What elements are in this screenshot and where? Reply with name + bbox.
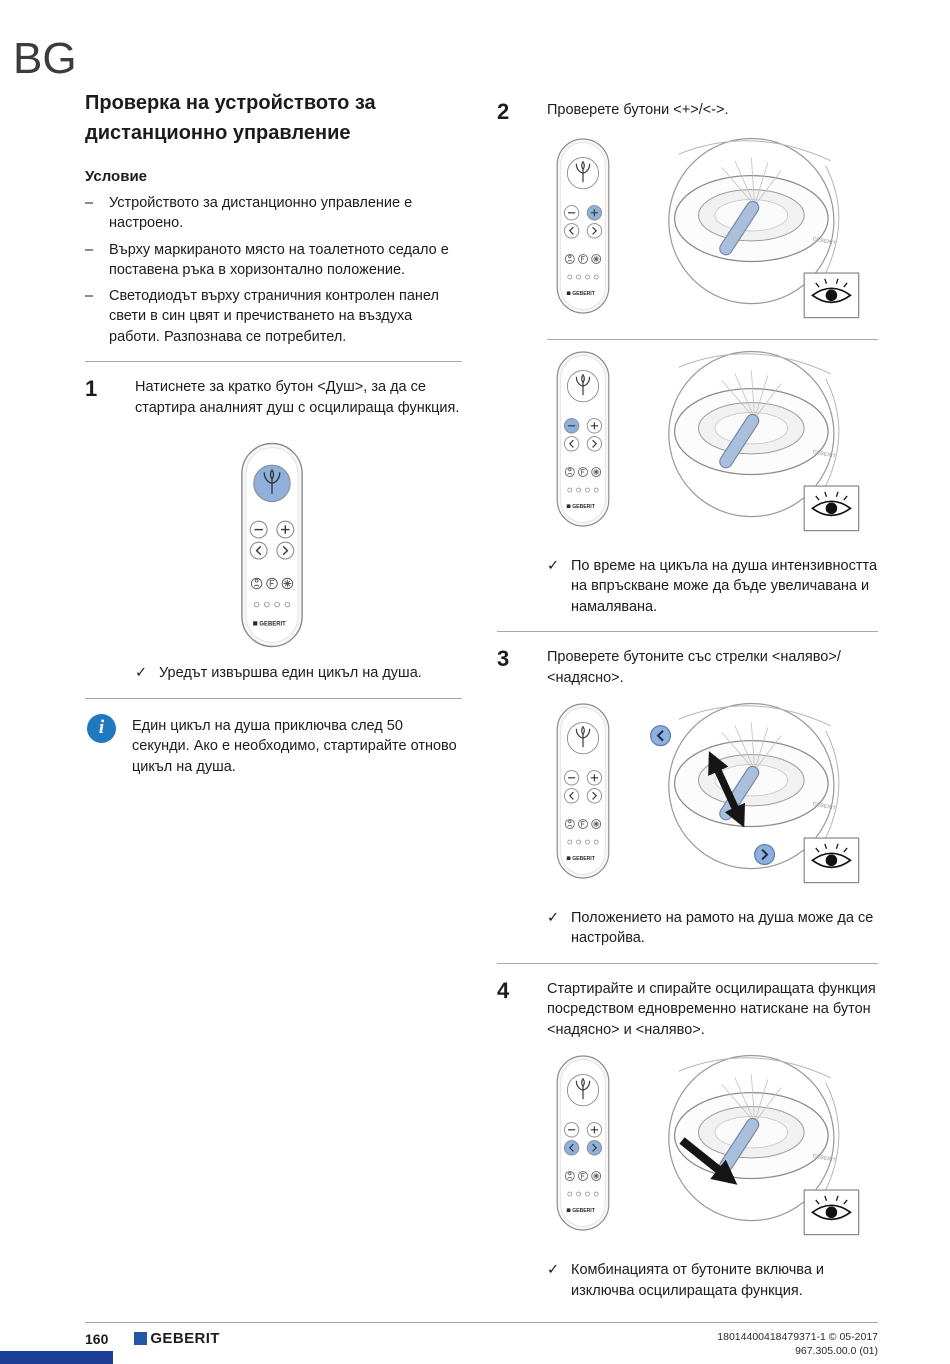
step-text: Натиснете за кратко бутон <Душ>, за да се стартира аналният душ с осцилираща функция. xyxy=(135,379,460,416)
condition-text: Устройството за дистанционно управление е настроено. xyxy=(109,195,413,232)
step-number: 2 xyxy=(497,99,510,124)
info-icon: i xyxy=(87,714,116,743)
figure-step3-arrows xyxy=(547,701,878,895)
page-title: Проверка на устройството за дистанционно управление xyxy=(85,92,376,144)
divider xyxy=(547,339,878,340)
doc-ref-line1: 18014400418479371-1 © 05-2017 xyxy=(717,1331,878,1343)
step-number: 3 xyxy=(497,645,510,671)
checkmark-icon: ✓ xyxy=(547,1262,560,1279)
dash-bullet: – xyxy=(85,195,94,211)
remote-control-illustration xyxy=(230,440,314,650)
step3-result xyxy=(547,908,878,949)
condition-item xyxy=(85,193,462,234)
step2-result xyxy=(547,556,878,617)
info-note xyxy=(87,714,462,778)
checkmark-icon: ✓ xyxy=(547,558,560,575)
step-3 xyxy=(497,647,878,688)
remote-control-illustration xyxy=(547,136,619,316)
dash-bullet: – xyxy=(85,288,94,305)
condition-text: Върху маркираното място на тоалетното седало е поставена ръка в хоризонтално положение. xyxy=(109,241,449,278)
document-references xyxy=(717,1330,878,1358)
result-text: Комбинацията от бутоните включва и изключва осцилиращата функция. xyxy=(571,1262,825,1299)
checkmark-icon: ✓ xyxy=(135,665,148,682)
step4-result xyxy=(547,1260,878,1301)
remote-control-illustration xyxy=(547,701,619,881)
footer-left xyxy=(85,1330,220,1347)
step-text: Проверете бутони <+>/<->. xyxy=(547,102,729,118)
right-arrow-button-overlay xyxy=(755,845,775,865)
figure-step1 xyxy=(230,440,462,650)
info-text: Един цикъл на душа приключва след 50 секунди. Ако е необходимо, стартирайте отново цикъл на душа. xyxy=(132,717,457,775)
step-text: Проверете бутоните със стрелки <наляво>/ <надясно>. xyxy=(547,648,841,686)
figure-step2-increase xyxy=(547,136,878,330)
figure-step4-oscillation xyxy=(547,1053,878,1247)
checkmark-icon: ✓ xyxy=(547,910,560,927)
condition-heading: Условие xyxy=(85,168,148,185)
divider xyxy=(497,963,878,964)
figure-step2-decrease xyxy=(547,349,878,543)
right-column xyxy=(497,100,878,1301)
logo-text: GEBERIT xyxy=(150,1330,220,1347)
step-number: 4 xyxy=(497,977,510,1003)
left-column xyxy=(85,88,462,777)
condition-text: Светодиодът върху страничния контролен панел свети в син цвят и пречистването на въздуха работи. Разпознава се потребител. xyxy=(109,288,439,345)
result-text: Положението на рамото на душа може да се настройва. xyxy=(571,910,874,947)
print-mark xyxy=(0,1351,113,1364)
geberit-logo xyxy=(134,1330,219,1347)
logo-square-icon xyxy=(134,1332,147,1345)
step-number: 1 xyxy=(85,376,98,402)
step-4 xyxy=(497,979,878,1041)
toilet-spray-illustration xyxy=(629,136,877,330)
condition-item xyxy=(85,240,462,281)
divider xyxy=(497,631,878,632)
toilet-spray-illustration xyxy=(629,701,877,895)
condition-list xyxy=(85,193,462,347)
divider xyxy=(85,361,462,362)
step1-result xyxy=(135,663,462,683)
result-text: По време на цикъла на душа интензивността на впръскване може да бъде увеличавана и намалявана. xyxy=(571,558,878,615)
language-marker: BG xyxy=(13,34,77,83)
divider xyxy=(85,698,462,699)
left-arrow-button-overlay xyxy=(651,726,671,746)
page-footer xyxy=(85,1322,878,1358)
doc-ref-line2: 967.305.00.0 (01) xyxy=(795,1345,878,1358)
dash-bullet: – xyxy=(85,241,94,258)
step-text: Стартирайте и спирайте осцилиращата функция посредством едновременно натискане на бутон <надясно> и <наляво>. xyxy=(547,980,876,1038)
result-text: Уредът извършва един цикъл на душа. xyxy=(159,665,422,682)
remote-control-illustration xyxy=(547,1053,619,1233)
step-2 xyxy=(497,100,878,123)
remote-control-illustration xyxy=(547,349,619,529)
toilet-spray-illustration xyxy=(629,349,877,543)
page-number: 160 xyxy=(85,1330,109,1347)
toilet-spray-illustration xyxy=(629,1053,877,1247)
step-1 xyxy=(85,377,462,418)
condition-item xyxy=(85,286,462,347)
